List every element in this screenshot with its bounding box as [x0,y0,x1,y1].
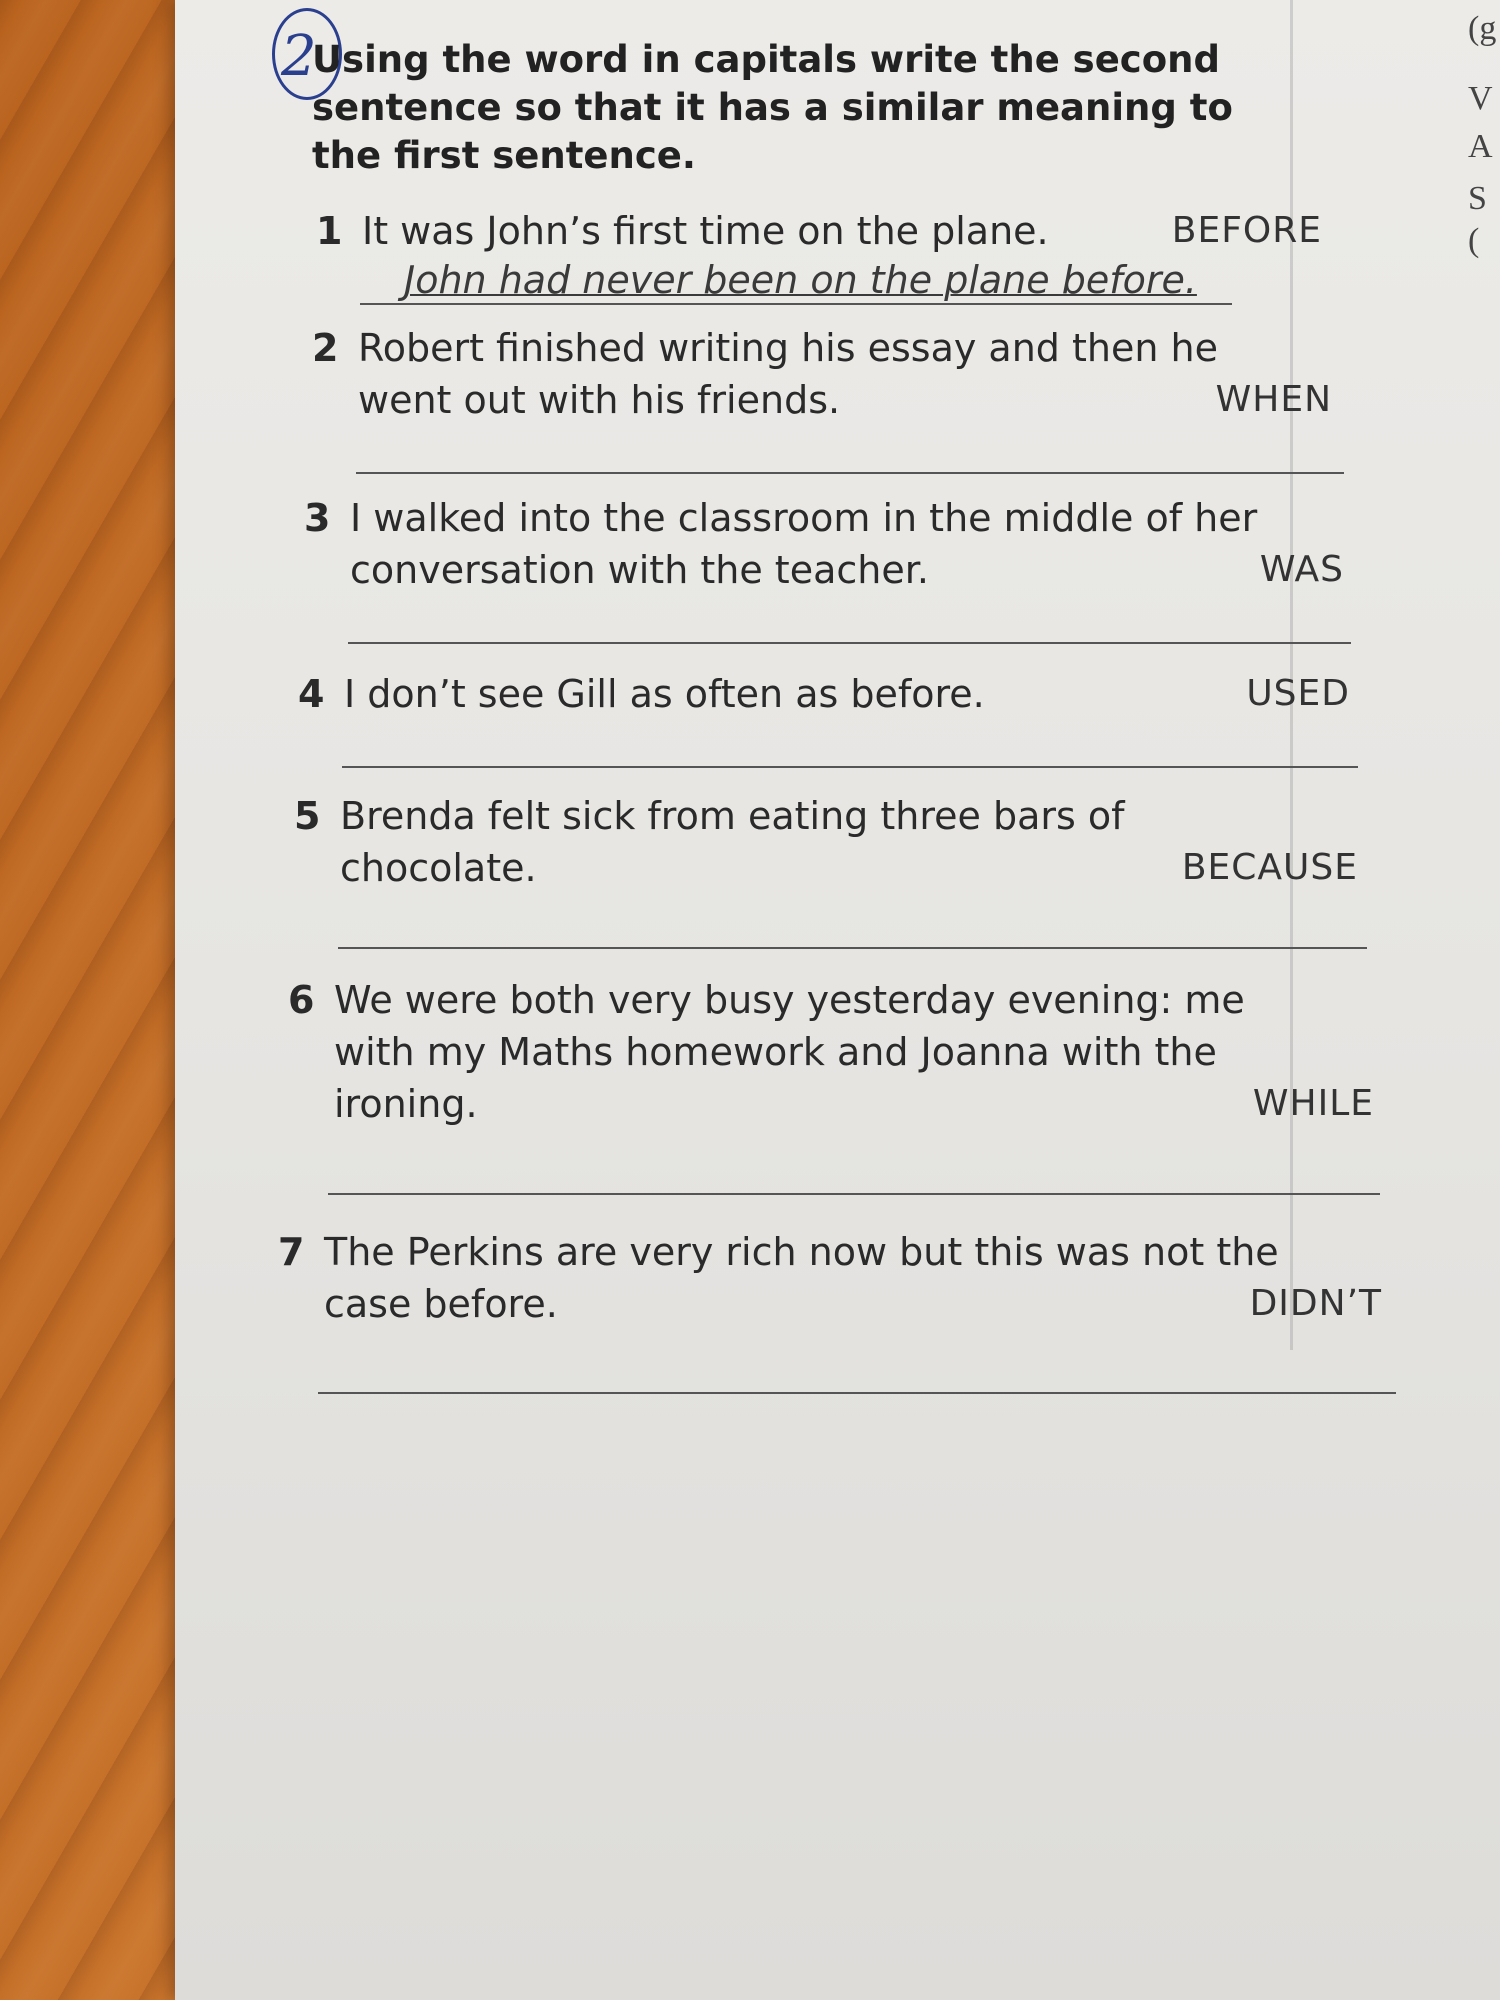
item-sentence: I don’t see Gill as often as before. [344,672,985,716]
exercise-item-7 [278,1226,1382,1330]
edge-text: V [1468,80,1493,117]
item-number: 4 [298,672,325,716]
item-keyword: WHEN [1215,379,1332,420]
exercise-item-5 [294,790,1358,894]
item-keyword: USED [1246,673,1350,714]
item-sentence: I walked into the classroom in the middle of her conversation with the teacher. [350,496,1258,592]
item-number: 1 [316,209,343,253]
item-keyword: BEFORE [1171,210,1322,251]
edge-text: ( [1468,222,1480,259]
item-keyword: DIDN’T [1249,1283,1382,1324]
answer-line-4[interactable] [342,766,1358,768]
edge-text: A [1468,128,1493,165]
item-number: 3 [304,496,331,540]
answer-line-1[interactable] [360,303,1232,305]
item-number: 5 [294,794,321,838]
edge-text: (g [1468,10,1497,47]
edge-text: S [1468,180,1487,217]
item-keyword: BECAUSE [1181,847,1358,888]
item-sentence: The Perkins are very rich now but this was not the case before. [324,1230,1279,1326]
handwritten-answer-1: John had never been on the plane before. [404,258,1197,302]
exercise-item-2 [312,322,1332,426]
item-number: 6 [288,978,315,1022]
item-sentence: It was John’s first time on the plane. [362,209,1049,253]
exercise-item-4 [298,668,1350,720]
instructions-heading: Using the word in capitals write the second sentence so that it has a similar meaning to the first sentence. [312,38,1233,177]
item-number: 7 [278,1230,305,1274]
answer-line-7[interactable] [318,1392,1396,1394]
exercise-item-1 [316,205,1322,257]
answer-line-6[interactable] [328,1193,1380,1195]
item-sentence: Brenda felt sick from eating three bars of chocolate. [340,794,1125,890]
item-sentence: We were both very busy yesterday evening: me with my Maths homework and Joanna with the ironing. [334,978,1245,1126]
answer-line-5[interactable] [338,947,1367,949]
answer-line-3[interactable] [348,642,1351,644]
handwritten-exercise-number: 2 [272,8,342,100]
adjacent-page-edge [1450,0,1500,330]
item-keyword: WAS [1259,549,1344,590]
item-sentence: Robert finished writing his essay and then he went out with his friends. [358,326,1218,422]
item-keyword: WHILE [1252,1083,1374,1124]
item-number: 2 [312,326,339,370]
exercise-item-3 [304,492,1344,596]
exercise-item-6 [288,974,1374,1130]
answer-line-2[interactable] [356,472,1344,474]
